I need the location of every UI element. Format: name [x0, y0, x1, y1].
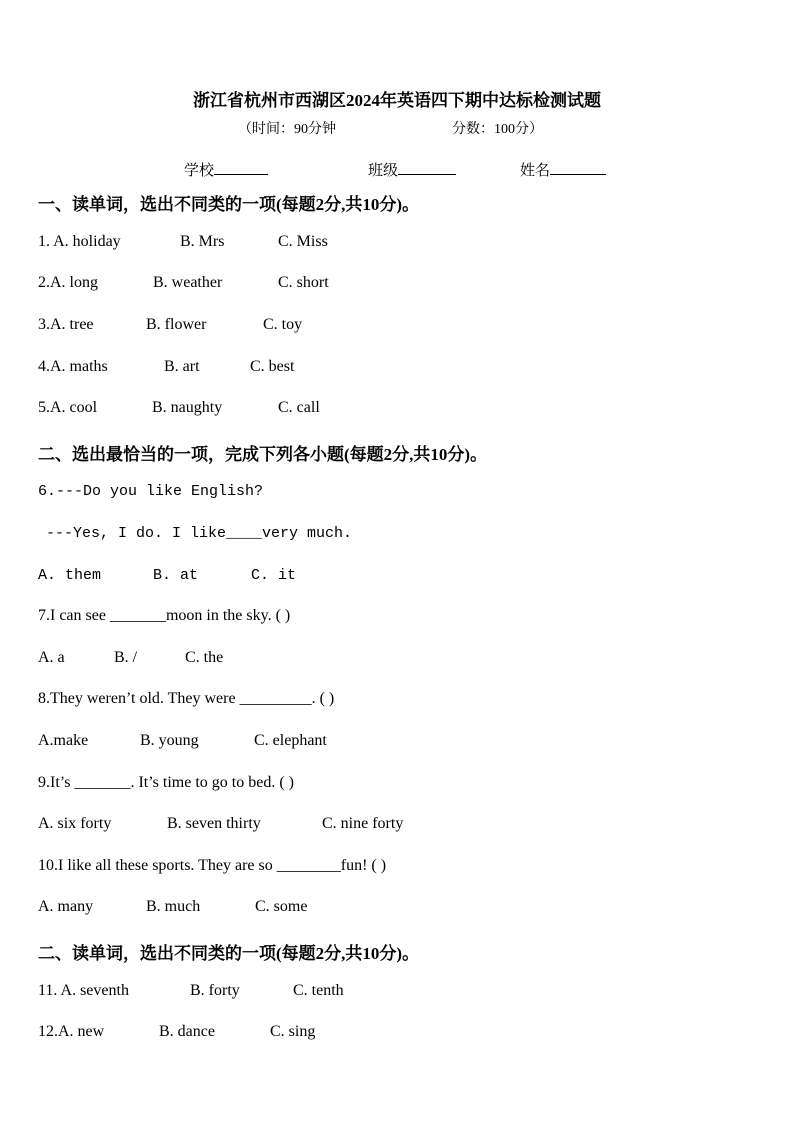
option-c: C. tenth — [293, 982, 344, 999]
section-heading: 二、读单词，选出不同类的一项(每题2分,共10分)。 — [38, 944, 420, 963]
question-stem: ---Yes, I do. I like____very much. — [46, 525, 353, 542]
question-stem: 6.---Do you like English? — [38, 483, 264, 500]
question-row — [0, 1023, 794, 1047]
option-c: C. it — [251, 567, 297, 584]
class-blank — [398, 161, 456, 175]
option-c: C. nine forty — [322, 815, 404, 832]
option-a: 5.A. cool — [38, 399, 98, 416]
question-row — [0, 732, 794, 756]
school-field — [184, 159, 268, 180]
option-c: C. Miss — [278, 233, 328, 250]
question-row — [0, 815, 794, 839]
option-b: B. young — [140, 732, 199, 749]
option-b: B. / — [114, 649, 138, 666]
question-row — [0, 399, 794, 423]
option-b: B. weather — [153, 274, 223, 291]
option-b: B. much — [146, 898, 201, 915]
option-a: A. many — [38, 898, 94, 915]
option-c: C. elephant — [254, 732, 327, 749]
school-blank — [214, 161, 268, 175]
option-a: A. them — [38, 567, 102, 584]
option-c: C. sing — [270, 1023, 316, 1040]
option-b: B. forty — [190, 982, 240, 999]
section-heading: 一、读单词，选出不同类的一项(每题2分,共10分)。 — [38, 195, 420, 214]
name-label: 姓名 — [520, 163, 551, 179]
question-row — [0, 316, 794, 340]
option-c: C. some — [255, 898, 308, 915]
option-c: C. toy — [263, 316, 303, 333]
option-a: A. a — [38, 649, 65, 666]
name-field — [520, 159, 606, 180]
option-a: 1. A. holiday — [38, 233, 121, 250]
option-b: B. naughty — [152, 399, 223, 416]
question-row — [0, 233, 794, 257]
option-a: A.make — [38, 732, 89, 749]
option-b: B. dance — [159, 1023, 215, 1040]
option-a: 3.A. tree — [38, 316, 94, 333]
option-c: C. the — [185, 649, 224, 666]
option-c: C. short — [278, 274, 329, 291]
option-b: B. seven thirty — [167, 815, 261, 832]
question-row — [0, 649, 794, 673]
question-stem: 10.I like all these sports. They are so ________fun! ( ) — [38, 857, 387, 874]
option-a: 12.A. new — [38, 1023, 105, 1040]
section-heading: 二、选出最恰当的一项，完成下列各小题(每题2分,共10分)。 — [38, 445, 488, 464]
question-row — [0, 898, 794, 922]
question-row — [0, 274, 794, 298]
option-b: B. flower — [146, 316, 207, 333]
option-a: 11. A. seventh — [38, 982, 129, 999]
score-label: 分数：100分） — [452, 122, 543, 137]
option-b: B. art — [164, 358, 200, 375]
time-label: （时间：90分钟 — [238, 122, 336, 137]
option-c: C. call — [278, 399, 320, 416]
question-stem: 9.It’s _______. It’s time to go to bed. ( ) — [38, 774, 294, 791]
option-a: 2.A. long — [38, 274, 98, 291]
school-label: 学校 — [184, 163, 215, 179]
option-b: B. Mrs — [180, 233, 225, 250]
option-a: A. six forty — [38, 815, 112, 832]
option-c: C. best — [250, 358, 295, 375]
option-a: 4.A. maths — [38, 358, 108, 375]
class-field — [368, 159, 456, 180]
page-title: 浙江省杭州市西湖区2024年英语四下期中达标检测试题 — [193, 91, 601, 110]
question-row — [0, 567, 794, 591]
question-row — [0, 358, 794, 382]
question-stem: 7.I can see _______moon in the sky. ( ) — [38, 607, 291, 624]
question-row — [0, 982, 794, 1006]
option-b: B. at — [153, 567, 199, 584]
class-label: 班级 — [368, 163, 399, 179]
question-stem: 8.They weren’t old. They were _________. ( ) — [38, 690, 335, 707]
name-blank — [550, 161, 606, 175]
